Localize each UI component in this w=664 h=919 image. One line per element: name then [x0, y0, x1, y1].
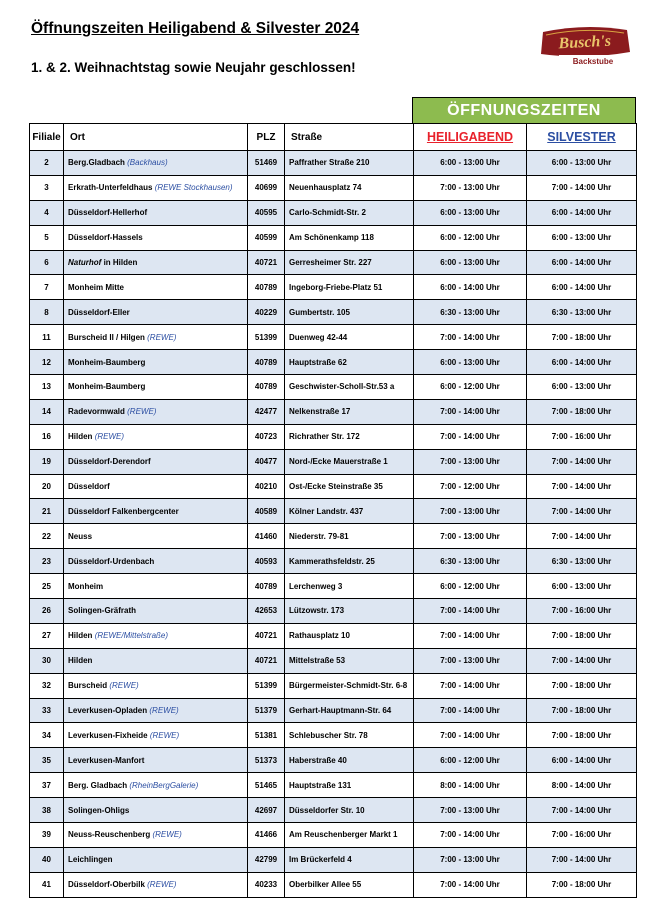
cell-silvester: 8:00 - 14:00 Uhr — [527, 773, 637, 798]
cell-silvester: 7:00 - 14:00 Uhr — [527, 524, 637, 549]
cell-ort — [64, 748, 248, 773]
buschs-backstube-logo — [537, 22, 633, 68]
location-name: Neuss — [68, 531, 93, 541]
table-row — [30, 325, 637, 350]
cell-silvester: 7:00 - 16:00 Uhr — [527, 424, 637, 449]
cell-strasse: Am Reuschenberger Markt 1 — [285, 823, 414, 848]
cell-filiale: 35 — [30, 748, 64, 773]
cell-plz: 40589 — [248, 499, 285, 524]
cell-silvester: 7:00 - 18:00 Uhr — [527, 325, 637, 350]
cell-silvester: 7:00 - 14:00 Uhr — [527, 474, 637, 499]
cell-silvester: 6:00 - 14:00 Uhr — [527, 250, 637, 275]
cell-strasse: Lützowstr. 173 — [285, 599, 414, 624]
location-name: Monheim Mitte — [68, 282, 124, 292]
table-row — [30, 424, 637, 449]
table-row — [30, 823, 637, 848]
location-name: Düsseldorf-Oberbilk — [68, 880, 145, 890]
cell-filiale: 6 — [30, 250, 64, 275]
cell-plz: 40723 — [248, 424, 285, 449]
cell-heiligabend: 7:00 - 14:00 Uhr — [414, 673, 527, 698]
location-note: (REWE) — [127, 407, 157, 417]
cell-heiligabend: 7:00 - 13:00 Uhr — [414, 449, 527, 474]
cell-silvester: 6:00 - 13:00 Uhr — [527, 151, 637, 176]
cell-strasse: Hauptstraße 131 — [285, 773, 414, 798]
cell-filiale: 3 — [30, 175, 64, 200]
cell-silvester: 7:00 - 16:00 Uhr — [527, 823, 637, 848]
cell-filiale: 5 — [30, 225, 64, 250]
location-name: Hilden — [68, 432, 93, 442]
cell-strasse: Bürgermeister-Schmidt-Str. 6-8 — [285, 673, 414, 698]
table-row — [30, 200, 637, 225]
cell-plz: 40477 — [248, 449, 285, 474]
cell-ort — [64, 673, 248, 698]
cell-ort — [64, 350, 248, 375]
cell-filiale: 21 — [30, 499, 64, 524]
table-row — [30, 524, 637, 549]
table-row — [30, 623, 637, 648]
cell-filiale: 37 — [30, 773, 64, 798]
cell-silvester: 7:00 - 14:00 Uhr — [527, 499, 637, 524]
cell-strasse: Nord-/Ecke Mauerstraße 1 — [285, 449, 414, 474]
cell-ort — [64, 847, 248, 872]
cell-strasse: Niederstr. 79-81 — [285, 524, 414, 549]
cell-plz: 40699 — [248, 175, 285, 200]
cell-heiligabend: 6:00 - 12:00 Uhr — [414, 375, 527, 400]
cell-heiligabend: 6:30 - 13:00 Uhr — [414, 549, 527, 574]
cell-heiligabend: 6:00 - 12:00 Uhr — [414, 225, 527, 250]
table-row — [30, 399, 637, 424]
cell-filiale: 30 — [30, 648, 64, 673]
location-name: in Hilden — [103, 258, 138, 267]
cell-ort — [64, 698, 248, 723]
cell-plz: 40599 — [248, 225, 285, 250]
location-prefix: Naturhof — [68, 258, 102, 267]
cell-heiligabend: 7:00 - 12:00 Uhr — [414, 474, 527, 499]
cell-ort — [64, 325, 248, 350]
table-row — [30, 549, 637, 574]
cell-silvester: 6:00 - 14:00 Uhr — [527, 200, 637, 225]
cell-plz: 42697 — [248, 798, 285, 823]
location-name: Solingen-Gräfrath — [68, 606, 137, 616]
cell-ort — [64, 499, 248, 524]
location-name: Leverkusen-Fixheide — [68, 730, 148, 740]
table-row — [30, 275, 637, 300]
cell-plz: 40229 — [248, 300, 285, 325]
cell-ort — [64, 549, 248, 574]
cell-strasse: Carlo-Schmidt-Str. 2 — [285, 200, 414, 225]
cell-silvester: 7:00 - 16:00 Uhr — [527, 599, 637, 624]
cell-plz: 40789 — [248, 350, 285, 375]
cell-ort — [64, 300, 248, 325]
cell-ort — [64, 474, 248, 499]
table-row — [30, 748, 637, 773]
cell-silvester: 7:00 - 18:00 Uhr — [527, 698, 637, 723]
cell-ort — [64, 524, 248, 549]
location-note: (REWE) — [109, 681, 139, 691]
column-header-silvester: SILVESTER — [527, 124, 637, 151]
cell-filiale: 12 — [30, 350, 64, 375]
cell-silvester: 7:00 - 14:00 Uhr — [527, 648, 637, 673]
cell-filiale: 7 — [30, 275, 64, 300]
cell-silvester: 7:00 - 14:00 Uhr — [527, 449, 637, 474]
cell-silvester: 7:00 - 14:00 Uhr — [527, 847, 637, 872]
cell-heiligabend: 7:00 - 14:00 Uhr — [414, 698, 527, 723]
location-note: (REWE) — [149, 706, 179, 716]
location-name: Monheim-Baumberg — [68, 357, 146, 367]
location-name: Leverkusen-Opladen — [68, 706, 148, 716]
location-name: Hilden — [68, 631, 93, 641]
table-row — [30, 175, 637, 200]
column-header-filiale: Filiale — [30, 124, 64, 151]
cell-heiligabend: 7:00 - 14:00 Uhr — [414, 872, 527, 897]
cell-filiale: 27 — [30, 623, 64, 648]
cell-strasse: Nelkenstraße 17 — [285, 399, 414, 424]
cell-filiale: 19 — [30, 449, 64, 474]
cell-heiligabend: 6:00 - 13:00 Uhr — [414, 350, 527, 375]
table-row — [30, 449, 637, 474]
cell-ort — [64, 574, 248, 599]
cell-filiale: 38 — [30, 798, 64, 823]
location-name: Hilden — [68, 656, 93, 666]
cell-strasse: Oberbilker Allee 55 — [285, 872, 414, 897]
location-name: Solingen-Ohligs — [68, 805, 130, 815]
cell-heiligabend: 7:00 - 13:00 Uhr — [414, 847, 527, 872]
cell-silvester: 6:00 - 13:00 Uhr — [527, 225, 637, 250]
location-name: Burscheid II / Hilgen — [68, 332, 145, 342]
cell-filiale: 22 — [30, 524, 64, 549]
cell-heiligabend: 7:00 - 14:00 Uhr — [414, 399, 527, 424]
cell-filiale: 32 — [30, 673, 64, 698]
cell-heiligabend: 7:00 - 14:00 Uhr — [414, 325, 527, 350]
cell-heiligabend: 7:00 - 13:00 Uhr — [414, 524, 527, 549]
cell-ort — [64, 200, 248, 225]
cell-ort — [64, 424, 248, 449]
cell-silvester: 6:00 - 14:00 Uhr — [527, 748, 637, 773]
column-header-heiligabend: HEILIGABEND — [414, 124, 527, 151]
location-name: Düsseldorf-Urdenbach — [68, 556, 155, 566]
cell-filiale: 8 — [30, 300, 64, 325]
cell-filiale: 11 — [30, 325, 64, 350]
cell-plz: 42653 — [248, 599, 285, 624]
location-name: Düsseldorf Falkenbergcenter — [68, 506, 179, 516]
table-row — [30, 723, 637, 748]
page-title: Öffnungszeiten Heiligabend & Silvester 2024 — [31, 20, 360, 37]
location-name: Burscheid — [68, 681, 108, 691]
table-row — [30, 250, 637, 275]
cell-ort — [64, 375, 248, 400]
cell-heiligabend: 6:00 - 14:00 Uhr — [414, 275, 527, 300]
location-name: Monheim-Baumberg — [68, 382, 146, 392]
cell-filiale: 34 — [30, 723, 64, 748]
cell-strasse: Gerhart-Hauptmann-Str. 64 — [285, 698, 414, 723]
table-row — [30, 872, 637, 897]
cell-silvester: 7:00 - 14:00 Uhr — [527, 175, 637, 200]
table-row — [30, 648, 637, 673]
cell-filiale: 14 — [30, 399, 64, 424]
cell-strasse: Neuenhausplatz 74 — [285, 175, 414, 200]
location-note: (REWE) — [147, 880, 177, 890]
cell-silvester: 6:00 - 13:00 Uhr — [527, 574, 637, 599]
cell-ort — [64, 623, 248, 648]
table-row — [30, 673, 637, 698]
cell-strasse: Gerresheimer Str. 227 — [285, 250, 414, 275]
cell-filiale: 26 — [30, 599, 64, 624]
cell-ort — [64, 872, 248, 897]
location-name: Leverkusen-Manfort — [68, 755, 145, 765]
cell-strasse: Ost-/Ecke Steinstraße 35 — [285, 474, 414, 499]
cell-heiligabend: 7:00 - 13:00 Uhr — [414, 175, 527, 200]
cell-plz: 40233 — [248, 872, 285, 897]
cell-heiligabend: 6:00 - 13:00 Uhr — [414, 151, 527, 176]
cell-strasse: Mittelstraße 53 — [285, 648, 414, 673]
cell-heiligabend: 7:00 - 13:00 Uhr — [414, 499, 527, 524]
svg-text:Backstube: Backstube — [572, 57, 614, 66]
page-subtitle: 1. & 2. Weihnachtstag sowie Neujahr geschlossen! — [31, 60, 356, 75]
cell-plz: 40593 — [248, 549, 285, 574]
table-row — [30, 474, 637, 499]
location-note: (REWE) — [147, 332, 177, 342]
cell-ort — [64, 449, 248, 474]
location-name: Düsseldorf-Hellerhof — [68, 208, 148, 218]
cell-plz: 40789 — [248, 574, 285, 599]
cell-ort — [64, 225, 248, 250]
location-note: (REWE) — [94, 432, 125, 442]
cell-filiale: 33 — [30, 698, 64, 723]
location-name: Neuss-Reuschenberg — [68, 830, 151, 840]
location-note: (Backhaus) — [127, 158, 168, 168]
location-name: Leichlingen — [68, 855, 113, 865]
cell-silvester: 7:00 - 18:00 Uhr — [527, 623, 637, 648]
cell-plz: 40721 — [248, 623, 285, 648]
table-row — [30, 499, 637, 524]
location-name: Berg.Gladbach — [68, 158, 125, 168]
cell-strasse: Rathausplatz 10 — [285, 623, 414, 648]
table-row — [30, 847, 637, 872]
cell-silvester: 6:30 - 13:00 Uhr — [527, 300, 637, 325]
cell-plz: 51379 — [248, 698, 285, 723]
cell-filiale: 23 — [30, 549, 64, 574]
cell-filiale: 16 — [30, 424, 64, 449]
cell-strasse: Hauptstraße 62 — [285, 350, 414, 375]
table-row — [30, 773, 637, 798]
location-name: Erkrath-Unterfeldhaus — [68, 183, 153, 193]
table-row — [30, 698, 637, 723]
cell-plz: 51399 — [248, 673, 285, 698]
cell-filiale: 41 — [30, 872, 64, 897]
cell-ort — [64, 275, 248, 300]
cell-heiligabend: 7:00 - 13:00 Uhr — [414, 798, 527, 823]
location-name: Düsseldorf-Eller — [68, 307, 130, 317]
svg-text:Busch's: Busch's — [558, 32, 612, 53]
cell-heiligabend: 7:00 - 13:00 Uhr — [414, 648, 527, 673]
table-row — [30, 798, 637, 823]
location-name: Düsseldorf-Derendorf — [68, 457, 151, 467]
cell-plz: 42799 — [248, 847, 285, 872]
cell-heiligabend: 7:00 - 14:00 Uhr — [414, 723, 527, 748]
cell-ort — [64, 648, 248, 673]
location-note: (REWE Stockhausen) — [154, 183, 233, 193]
cell-ort — [64, 250, 248, 275]
cell-plz: 40595 — [248, 200, 285, 225]
cell-plz: 51465 — [248, 773, 285, 798]
table-row — [30, 300, 637, 325]
cell-plz: 40789 — [248, 275, 285, 300]
location-note: (RheinBergGalerie) — [129, 780, 199, 790]
location-name: Düsseldorf — [68, 482, 110, 492]
cell-heiligabend: 8:00 - 14:00 Uhr — [414, 773, 527, 798]
cell-filiale: 25 — [30, 574, 64, 599]
cell-strasse: Kölner Landstr. 437 — [285, 499, 414, 524]
location-note: (REWE/Mittelstraße) — [94, 631, 169, 641]
opening-hours-header: ÖFFNUNGSZEITEN — [412, 97, 636, 123]
table-row — [30, 574, 637, 599]
cell-heiligabend: 7:00 - 14:00 Uhr — [414, 623, 527, 648]
cell-heiligabend: 6:00 - 13:00 Uhr — [414, 200, 527, 225]
cell-filiale: 4 — [30, 200, 64, 225]
cell-plz: 42477 — [248, 399, 285, 424]
cell-silvester: 7:00 - 18:00 Uhr — [527, 673, 637, 698]
cell-ort — [64, 723, 248, 748]
cell-silvester: 7:00 - 18:00 Uhr — [527, 872, 637, 897]
location-name: Radevormwald — [68, 407, 125, 417]
cell-silvester: 6:30 - 13:00 Uhr — [527, 549, 637, 574]
cell-strasse: Lerchenweg 3 — [285, 574, 414, 599]
cell-strasse: Duenweg 42-44 — [285, 325, 414, 350]
cell-filiale: 40 — [30, 847, 64, 872]
column-header-ort: Ort — [64, 124, 248, 151]
cell-ort — [64, 399, 248, 424]
cell-silvester: 6:00 - 13:00 Uhr — [527, 375, 637, 400]
cell-ort — [64, 151, 248, 176]
cell-heiligabend: 7:00 - 14:00 Uhr — [414, 599, 527, 624]
cell-plz: 51469 — [248, 151, 285, 176]
cell-filiale: 20 — [30, 474, 64, 499]
cell-strasse: Am Schönenkamp 118 — [285, 225, 414, 250]
cell-ort — [64, 773, 248, 798]
cell-plz: 40721 — [248, 250, 285, 275]
table-row — [30, 375, 637, 400]
cell-plz: 51373 — [248, 748, 285, 773]
cell-ort — [64, 599, 248, 624]
cell-strasse: Geschwister-Scholl-Str.53 a — [285, 375, 414, 400]
cell-plz: 40721 — [248, 648, 285, 673]
cell-filiale: 2 — [30, 151, 64, 176]
cell-strasse: Kammerathsfeldstr. 25 — [285, 549, 414, 574]
location-note: (REWE) — [152, 830, 182, 840]
cell-heiligabend: 6:00 - 12:00 Uhr — [414, 748, 527, 773]
cell-heiligabend: 7:00 - 14:00 Uhr — [414, 424, 527, 449]
cell-plz: 51399 — [248, 325, 285, 350]
location-name: Berg. Gladbach — [68, 780, 128, 790]
cell-silvester: 6:00 - 14:00 Uhr — [527, 275, 637, 300]
table-row — [30, 151, 637, 176]
cell-silvester: 6:00 - 14:00 Uhr — [527, 350, 637, 375]
opening-hours-table — [29, 123, 637, 898]
cell-filiale: 39 — [30, 823, 64, 848]
table-row — [30, 350, 637, 375]
cell-strasse: Düsseldorfer Str. 10 — [285, 798, 414, 823]
cell-ort — [64, 823, 248, 848]
cell-plz: 51381 — [248, 723, 285, 748]
cell-heiligabend: 6:00 - 13:00 Uhr — [414, 250, 527, 275]
cell-plz: 40789 — [248, 375, 285, 400]
table-row — [30, 225, 637, 250]
cell-plz: 41466 — [248, 823, 285, 848]
cell-strasse: Ingeborg-Friebe-Platz 51 — [285, 275, 414, 300]
cell-strasse: Im Brückerfeld 4 — [285, 847, 414, 872]
cell-plz: 40210 — [248, 474, 285, 499]
column-header-strasse: Straße — [285, 124, 414, 151]
cell-ort — [64, 798, 248, 823]
cell-silvester: 7:00 - 18:00 Uhr — [527, 399, 637, 424]
cell-strasse: Haberstraße 40 — [285, 748, 414, 773]
cell-heiligabend: 6:30 - 13:00 Uhr — [414, 300, 527, 325]
cell-silvester: 7:00 - 18:00 Uhr — [527, 723, 637, 748]
cell-silvester: 7:00 - 14:00 Uhr — [527, 798, 637, 823]
cell-plz: 41460 — [248, 524, 285, 549]
location-name: Monheim — [68, 581, 104, 591]
cell-ort — [64, 175, 248, 200]
column-header-plz: PLZ — [248, 124, 285, 151]
cell-strasse: Paffrather Straße 210 — [285, 151, 414, 176]
table-header-row — [30, 124, 637, 151]
cell-heiligabend: 7:00 - 14:00 Uhr — [414, 823, 527, 848]
cell-strasse: Gumbertstr. 105 — [285, 300, 414, 325]
cell-strasse: Schlebuscher Str. 78 — [285, 723, 414, 748]
location-name: Düsseldorf-Hassels — [68, 233, 143, 243]
cell-strasse: Richrather Str. 172 — [285, 424, 414, 449]
location-note: (REWE) — [149, 730, 180, 740]
table-row — [30, 599, 637, 624]
cell-heiligabend: 6:00 - 12:00 Uhr — [414, 574, 527, 599]
cell-filiale: 13 — [30, 375, 64, 400]
